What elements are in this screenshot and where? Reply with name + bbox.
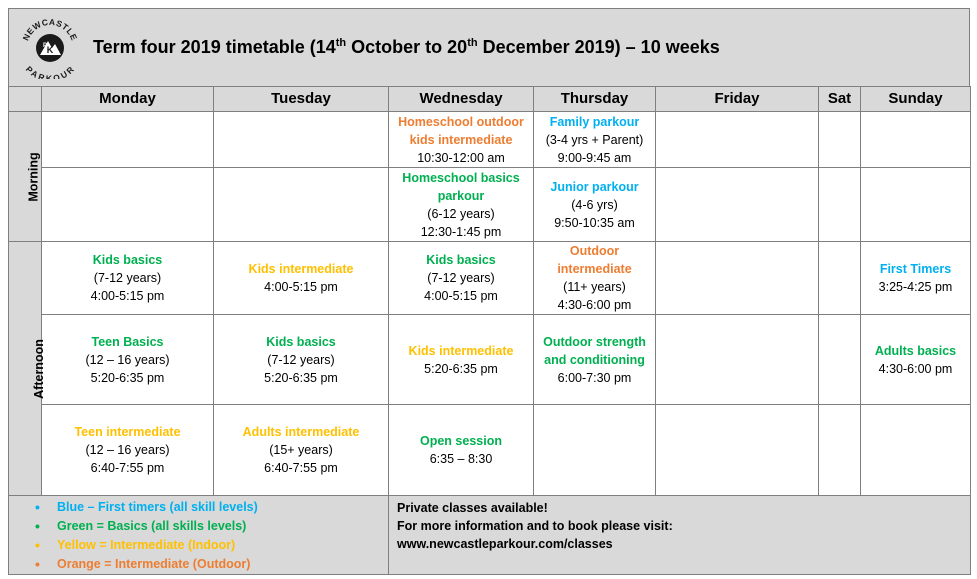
booking-link[interactable]: www.newcastleparkour.com/classes <box>397 537 613 551</box>
class-cell-tuesday-afternoon-3 <box>214 405 389 496</box>
timetable-document <box>8 8 970 571</box>
morning-label: Morning <box>9 112 42 242</box>
corner-cell <box>9 87 42 112</box>
class-detail: 5:20-6:35 pm <box>264 370 338 385</box>
legend-item-orange <box>35 555 388 574</box>
legend-text-green: Green = Basics (all skills levels) <box>57 519 247 533</box>
empty-cell <box>42 168 214 242</box>
svg-text:NEWCASTLE: NEWCASTLE <box>20 17 80 43</box>
morning-row-1 <box>9 112 971 168</box>
class-detail: (7-12 years) <box>427 271 495 285</box>
class-name: Junior parkour <box>550 179 639 194</box>
class-detail: (15+ years) <box>269 443 333 457</box>
afternoon-row-2 <box>9 315 971 405</box>
empty-cell <box>819 112 861 168</box>
colour-legend <box>9 496 389 575</box>
class-name: Teen intermediate <box>74 425 181 439</box>
class-cell-tuesday-afternoon-1 <box>214 242 389 315</box>
class-detail: (7-12 years) <box>267 352 335 367</box>
legend-item-green <box>35 517 388 536</box>
newcastle-parkour-logo <box>19 17 81 79</box>
empty-cell <box>819 315 861 405</box>
empty-cell <box>656 112 819 168</box>
empty-cell <box>656 168 819 242</box>
class-detail: 5:20-6:35 pm <box>424 361 498 376</box>
class-detail: 4:30-6:00 pm <box>878 361 953 376</box>
class-name: Kids intermediate <box>248 262 354 276</box>
legend-text-yellow: Yellow = Intermediate (Indoor) <box>57 538 236 552</box>
class-name: Homeschool outdoor kids intermediate <box>398 114 524 147</box>
class-cell-monday-afternoon-1 <box>42 242 214 315</box>
class-name: First Timers <box>879 262 952 276</box>
class-detail: (4-6 yrs) <box>571 197 618 212</box>
class-detail: 4:00-5:15 pm <box>424 289 498 303</box>
empty-cell <box>42 112 214 168</box>
class-detail: 10:30-12:00 am <box>417 150 505 165</box>
class-detail: 5:20-6:35 pm <box>90 370 165 385</box>
day-header-friday: Friday <box>656 87 819 112</box>
class-detail: (12 – 16 years) <box>85 443 170 457</box>
class-detail: 6:40-7:55 pm <box>264 461 338 475</box>
day-header-row <box>9 87 971 112</box>
class-name: Outdoor intermediate <box>557 244 632 276</box>
class-cell-tuesday-afternoon-2 <box>214 315 389 405</box>
class-detail: 4:30-6:00 pm <box>557 298 632 312</box>
class-name: Kids basics <box>92 253 163 267</box>
empty-cell <box>534 405 656 496</box>
class-name: Adults basics <box>874 343 957 358</box>
empty-cell <box>656 405 819 496</box>
legend-item-yellow <box>35 536 388 555</box>
class-cell-wednesday-morning-1 <box>389 112 534 168</box>
class-detail: 3:25-4:25 pm <box>878 280 953 294</box>
empty-cell <box>819 168 861 242</box>
class-cell-wednesday-morning-2 <box>389 168 534 242</box>
empty-cell <box>861 112 971 168</box>
class-cell-thursday-afternoon-2 <box>534 315 656 405</box>
legend-text-blue: Blue – First timers (all skill levels) <box>57 500 258 514</box>
afternoon-row-1 <box>9 242 971 315</box>
day-header-wednesday: Wednesday <box>389 87 534 112</box>
svg-text:K: K <box>46 45 54 55</box>
afternoon-row-3 <box>9 405 971 496</box>
class-cell-sunday-afternoon-2 <box>861 315 971 405</box>
morning-row-2 <box>9 168 971 242</box>
booking-info <box>389 496 971 575</box>
class-detail: (7-12 years) <box>93 271 162 285</box>
class-name: Teen Basics <box>91 334 164 349</box>
class-name: Outdoor strength and conditioning <box>543 334 646 367</box>
legend-text-orange: Orange = Intermediate (Outdoor) <box>57 557 251 571</box>
class-cell-monday-afternoon-2 <box>42 315 214 405</box>
class-cell-wednesday-afternoon-1 <box>389 242 534 315</box>
more-info-text: For more information and to book please visit: <box>397 519 673 533</box>
class-cell-thursday-morning-1 <box>534 112 656 168</box>
class-name: Kids basics <box>426 253 496 267</box>
day-header-monday: Monday <box>42 87 214 112</box>
class-name: Kids basics <box>266 334 336 349</box>
class-name: Adults intermediate <box>242 425 360 439</box>
empty-cell <box>819 242 861 315</box>
day-header-thursday: Thursday <box>534 87 656 112</box>
class-detail: (12 – 16 years) <box>85 352 170 367</box>
class-detail: 9:50-10:35 am <box>554 215 635 230</box>
class-cell-thursday-morning-2 <box>534 168 656 242</box>
class-detail: 6:35 – 8:30 <box>429 452 493 466</box>
class-detail: 4:00-5:15 pm <box>264 280 338 294</box>
class-name: Kids intermediate <box>408 343 514 358</box>
class-detail: 4:00-5:15 pm <box>90 289 165 303</box>
class-cell-monday-afternoon-3 <box>42 405 214 496</box>
legend-item-blue <box>35 498 388 517</box>
day-header-saturday: Sat <box>819 87 861 112</box>
empty-cell <box>861 405 971 496</box>
empty-cell <box>214 168 389 242</box>
class-cell-thursday-afternoon-1 <box>534 242 656 315</box>
class-detail: (6-12 years) <box>427 206 495 221</box>
class-detail: (3-4 yrs + Parent) <box>545 132 644 147</box>
day-header-sunday: Sunday <box>861 87 971 112</box>
class-cell-sunday-afternoon-1 <box>861 242 971 315</box>
empty-cell <box>819 405 861 496</box>
day-header-tuesday: Tuesday <box>214 87 389 112</box>
afternoon-label: Afternoon <box>9 242 42 496</box>
class-detail: (11+ years) <box>563 280 626 294</box>
private-classes-text: Private classes available! <box>397 501 548 515</box>
class-name: Open session <box>420 434 502 448</box>
empty-cell <box>656 242 819 315</box>
empty-cell <box>861 168 971 242</box>
svg-text:P: P <box>42 43 48 49</box>
header-bar <box>8 8 970 87</box>
class-cell-wednesday-afternoon-2 <box>389 315 534 405</box>
class-detail: 9:00-9:45 am <box>557 150 632 165</box>
empty-cell <box>214 112 389 168</box>
class-cell-wednesday-afternoon-3 <box>389 405 534 496</box>
page-title: Term four 2019 timetable (14th October to 20th December 2019) – 10 weeks <box>93 37 720 57</box>
class-name: Homeschool basics parkour <box>402 170 520 203</box>
timetable-table <box>8 86 971 575</box>
empty-cell <box>656 315 819 405</box>
class-name: Family parkour <box>549 114 640 129</box>
class-detail: 6:00-7:30 pm <box>557 370 632 385</box>
class-detail: 6:40-7:55 pm <box>90 461 165 475</box>
class-detail: 12:30-1:45 pm <box>420 224 502 239</box>
svg-text:PARKOUR: PARKOUR <box>23 64 77 79</box>
footer-row <box>9 496 971 575</box>
